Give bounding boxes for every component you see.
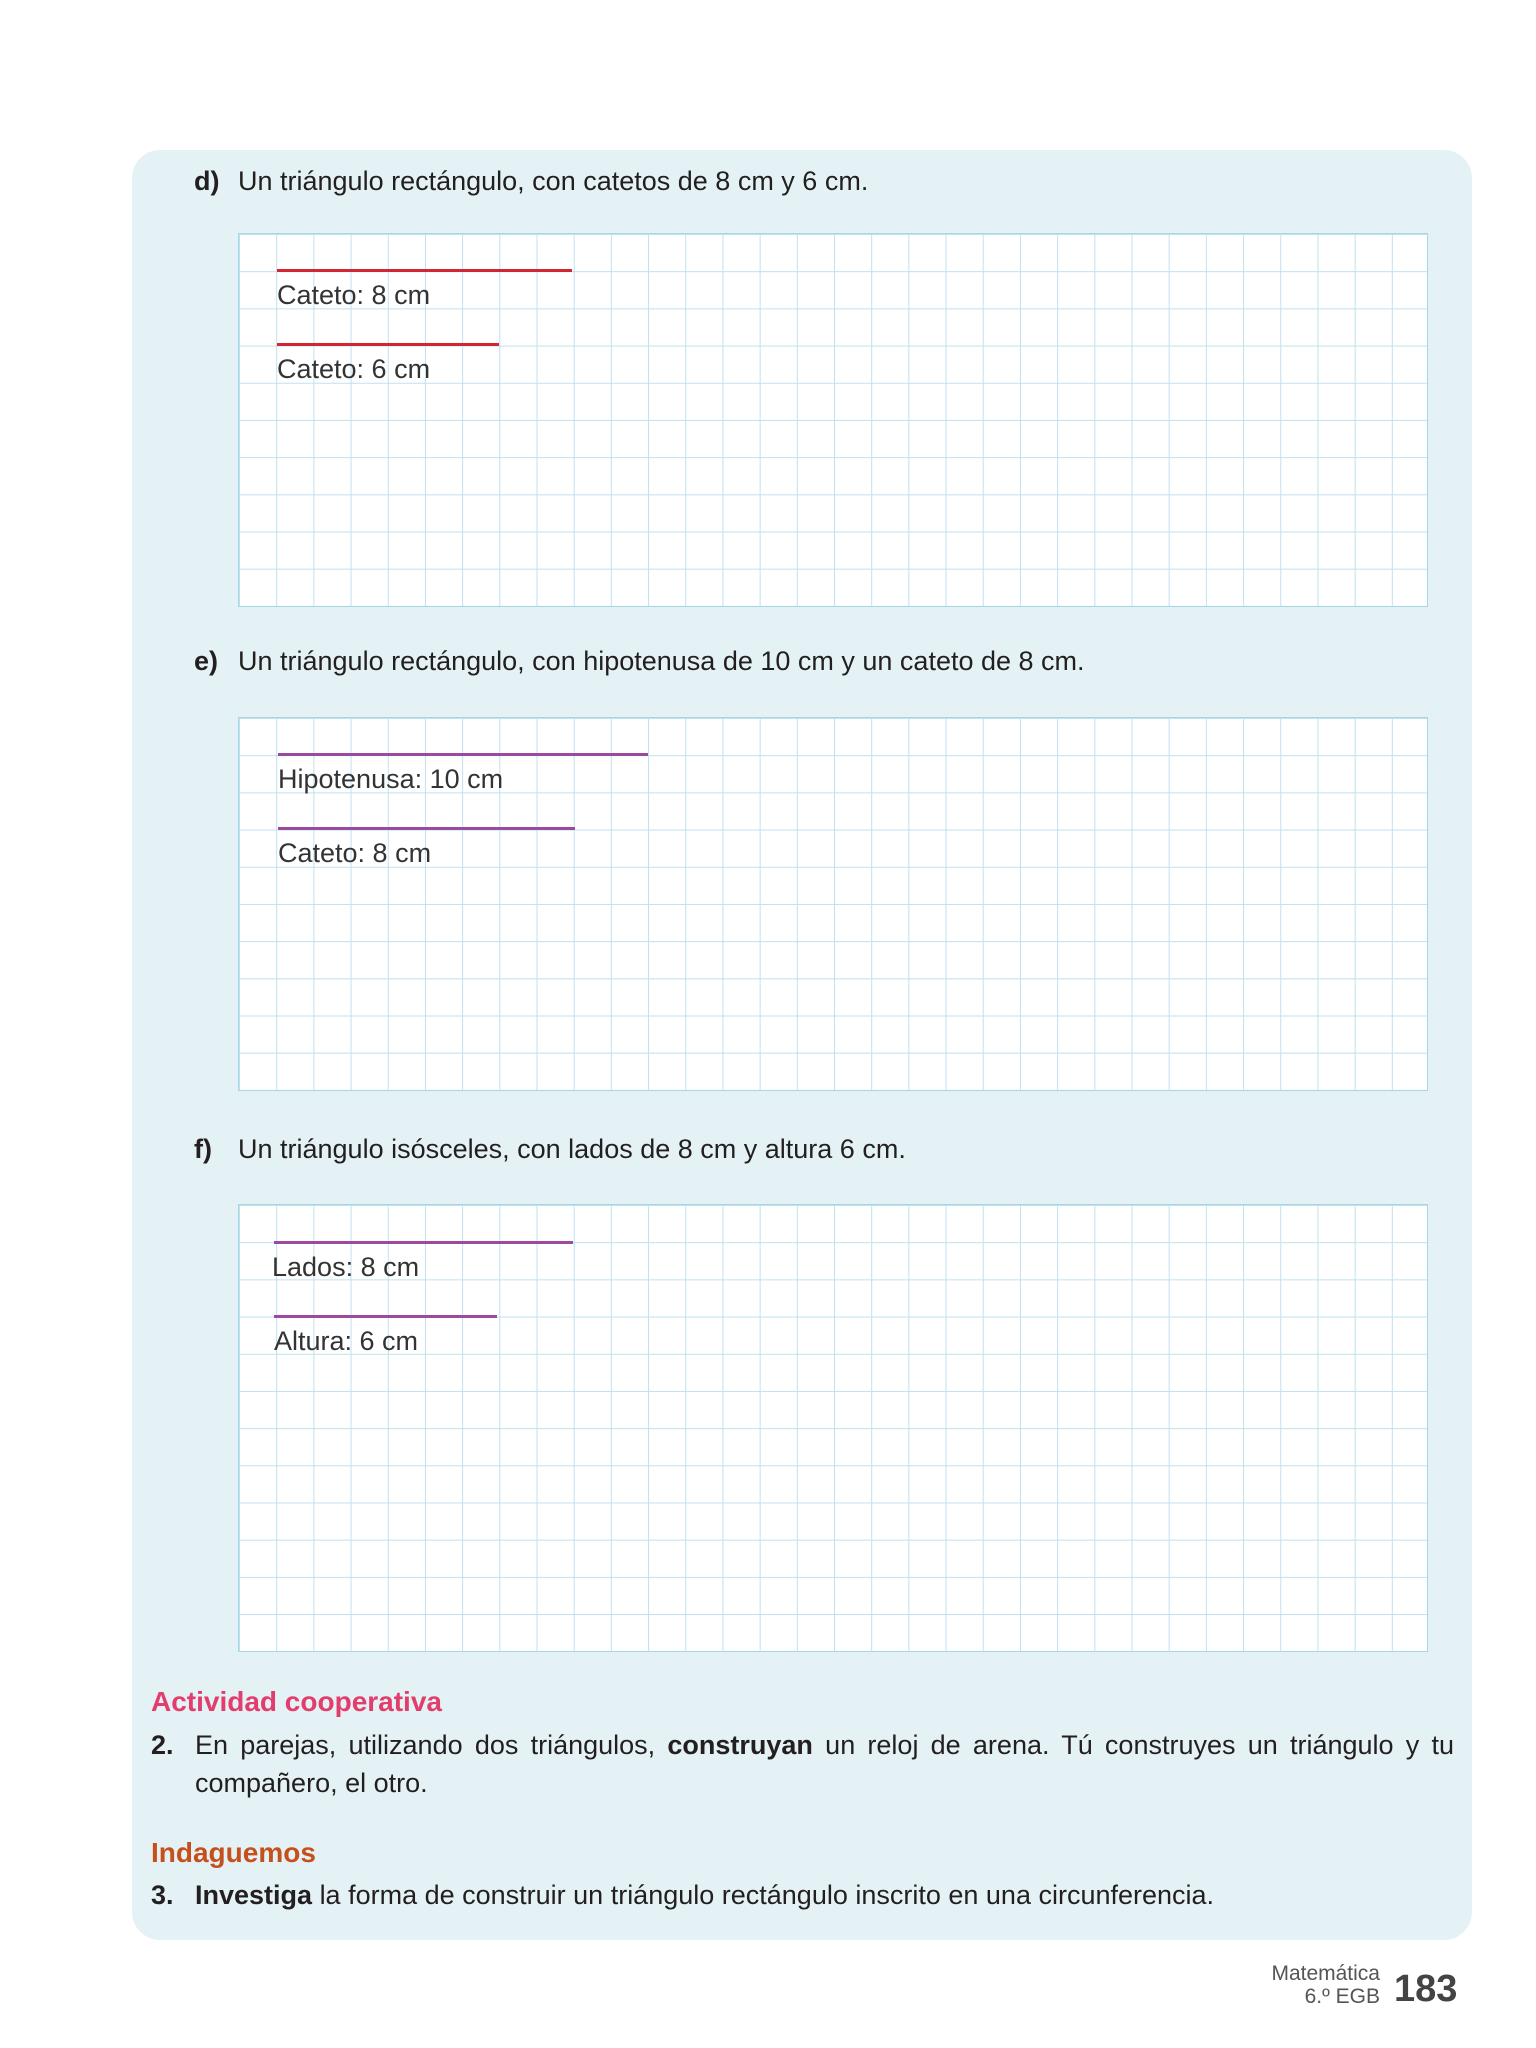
indaguemos-text-after: la forma de construir un triángulo rectángulo inscrito en una circunferencia.	[319, 1880, 1215, 1910]
segment-e-1-label: Hipotenusa: 10 cm	[278, 764, 504, 794]
segment-f-1	[274, 1241, 573, 1244]
indaguemos-bold: Investiga	[195, 1880, 313, 1910]
item-e-text: Un triángulo rectángulo, con hipotenusa de 10 cm y un cateto de 8 cm.	[238, 646, 1085, 676]
cooperativa-number: 2.	[151, 1730, 174, 1760]
item-f-letter: f)	[194, 1134, 212, 1164]
cooperativa-text-after: un reloj de arena. Tú construyes un triángulo y tu compañero, el otro.	[195, 1730, 1454, 1798]
cooperativa-title: Actividad cooperativa	[151, 1686, 442, 1717]
segment-d-2-label: Cateto: 6 cm	[277, 354, 431, 384]
item-d-heading	[194, 166, 868, 197]
segment-e-2-label: Cateto: 8 cm	[278, 838, 432, 868]
grid-e[interactable]	[238, 717, 1428, 1091]
grid-d[interactable]	[238, 233, 1428, 607]
segment-e-1	[278, 753, 648, 756]
cooperativa-text-before: En parejas, utilizando dos triángulos,	[195, 1730, 656, 1760]
segment-d-1	[277, 269, 572, 272]
item-f-text: Un triángulo isósceles, con lados de 8 cm y altura 6 cm.	[238, 1134, 906, 1164]
segment-f-1-label: Lados: 8 cm	[272, 1252, 420, 1282]
segment-e-2	[278, 827, 575, 830]
item-f-heading	[194, 1134, 906, 1165]
indaguemos-paragraph	[151, 1876, 1451, 1914]
grid-f[interactable]	[238, 1204, 1428, 1652]
segment-d-1-label: Cateto: 8 cm	[277, 280, 431, 310]
cooperativa-bold: construyan	[667, 1730, 813, 1760]
indaguemos-number: 3.	[151, 1880, 174, 1910]
indaguemos-title: Indaguemos	[151, 1837, 316, 1868]
segment-f-2-label: Altura: 6 cm	[274, 1326, 419, 1356]
footer-grade: 6.º EGB	[1304, 1985, 1380, 2008]
item-d-letter: d)	[194, 166, 220, 196]
cooperativa-paragraph	[151, 1726, 1454, 1802]
indaguemos-text	[195, 1876, 1214, 1914]
item-d-text: Un triángulo rectángulo, con catetos de 8 cm y 6 cm.	[238, 166, 869, 196]
segment-d-2	[277, 343, 499, 346]
footer-subject: Matemática	[1271, 1962, 1380, 1985]
item-e-letter: e)	[194, 646, 219, 676]
segment-f-2	[274, 1315, 497, 1318]
item-e-heading	[194, 646, 1085, 677]
cooperativa-text	[195, 1726, 1454, 1802]
page-number: 183	[1394, 1968, 1458, 2010]
